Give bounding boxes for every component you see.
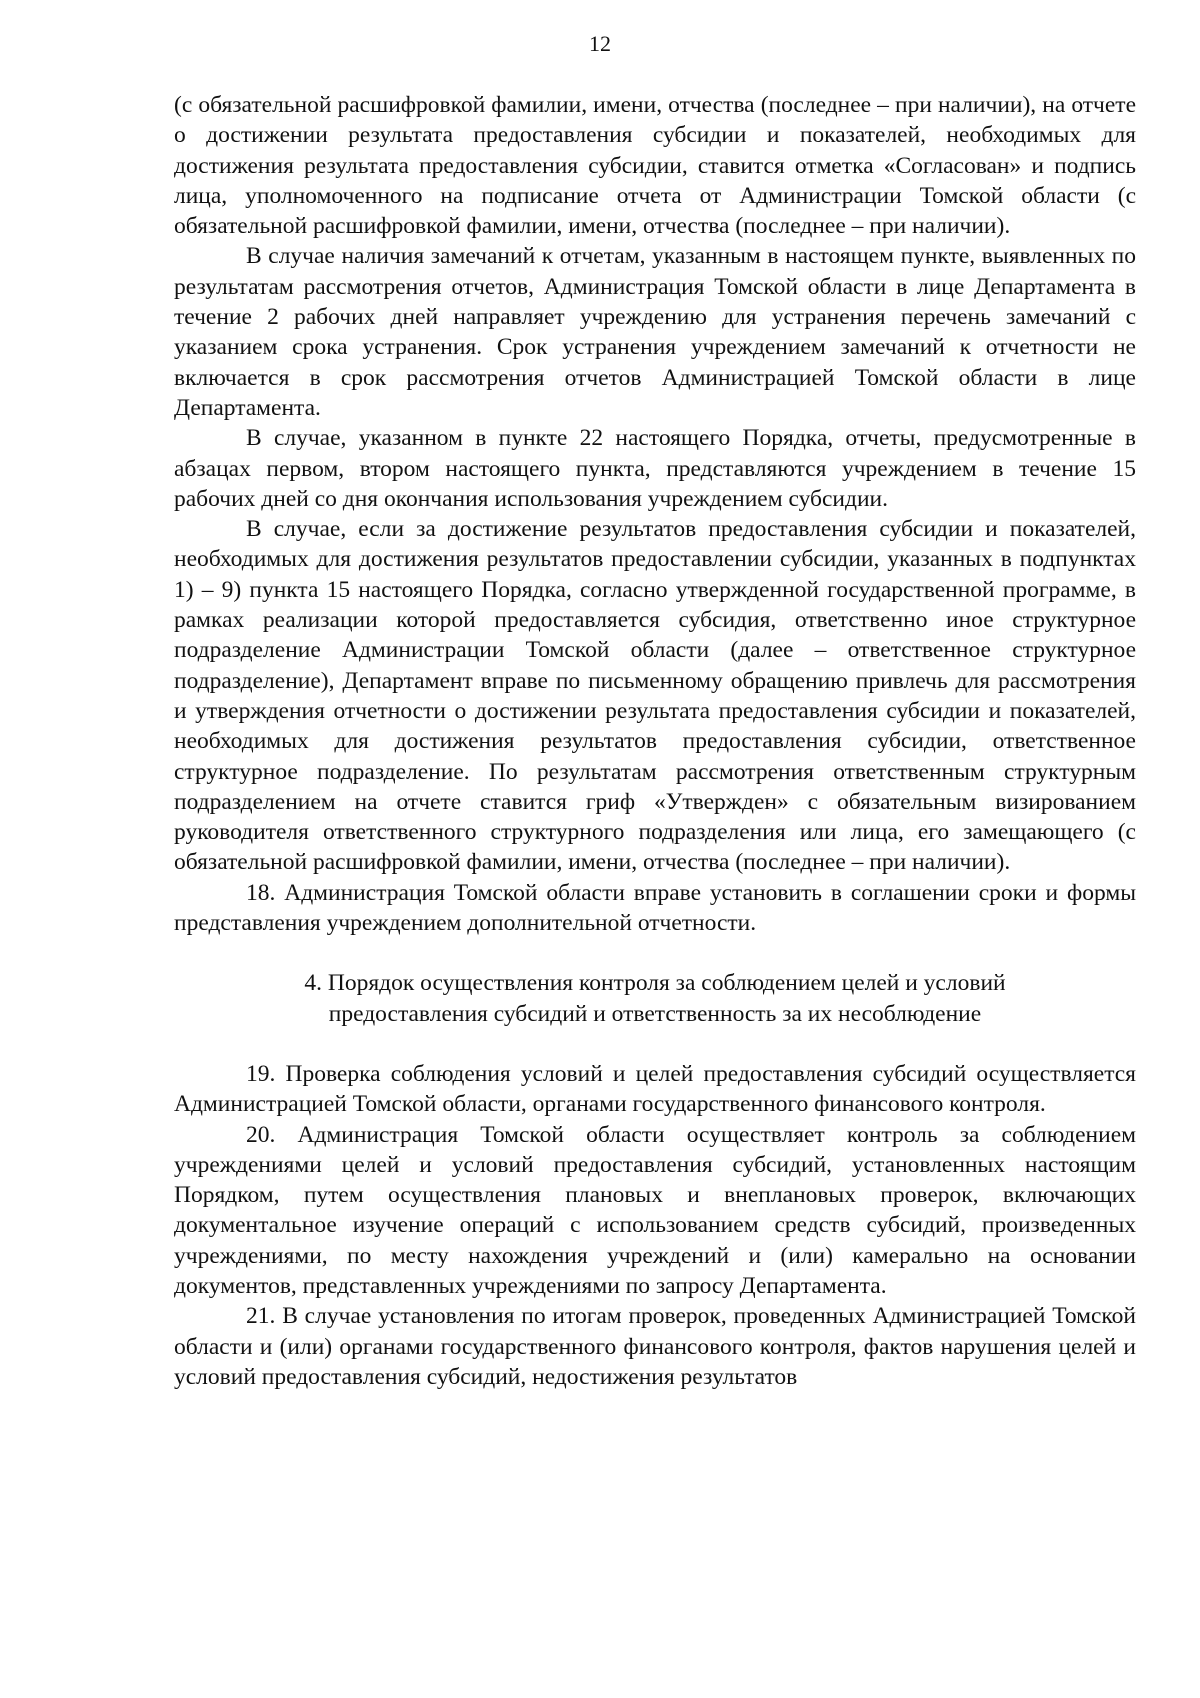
paragraph: В случае, если за достижение результатов предоставления субсидии и показателей, необходимых для достижения результатов предоставлении субсидии, указанных в подпунктах 1) – 9) пункта 15 настоящего Порядка, согласно утвержденной государственной программе, в рамках реализации которой предоставляется субсидия, ответственно иное структурное подразделение Администрации Томской области (далее – ответственное структурное подразделение), Департамент вправе по письменному обращению привлечь для рассмотрения и утверждения отчетности о достижении результата предоставления субсидии и показателей, необходимых для достижения результатов предоставления субсидии, ответственное структурное подразделение. По результатам рассмотрения ответственным структурным подразделением на отчете ставится гриф «Утвержден» с обязательным визированием руководителя ответственного структурного подразделения или лица, его замещающего (с обязательной расшифровкой фамилии, имени, отчества (последнее – при наличии). bbox=[174, 516, 1136, 876]
paragraph-item-18: 18. Администрация Томской области вправе установить в соглашении сроки и формы представления учреждением дополнительной отчетности. bbox=[174, 879, 1136, 937]
section-heading bbox=[174, 968, 1136, 1029]
paragraph: (с обязательной расшифровкой фамилии, имени, отчества (последнее – при наличии), на отчете о достижении результата предоставления субсидии и показателей, необходимых для достижения результата предоставления субсидии, ставится отметка «Согласован» и подпись лица, уполномоченного на подписание отчета от Администрации Томской области (с обязательной расшифровкой фамилии, имени, отчества (последнее – при наличии). bbox=[174, 92, 1136, 240]
section-heading-line-1: 4. Порядок осуществления контроля за соблюдением целей и условий bbox=[304, 970, 1006, 997]
document-body bbox=[174, 90, 1136, 1392]
section-heading-line-2: предоставления субсидий и ответственность за их несоблюдение bbox=[328, 1000, 982, 1027]
paragraph: В случае, указанном в пункте 22 настоящего Порядка, отчеты, предусмотренные в абзацах первом, втором настоящего пункта, представляются учреждением в течение 15 рабочих дней со дня окончания использования учреждением субсидии. bbox=[174, 425, 1136, 512]
paragraph: В случае наличия замечаний к отчетам, указанным в настоящем пункте, выявленных по результатам рассмотрения отчетов, Администрация Томской области в лице Департамента в течение 2 рабочих дней направляет учреждению для устранения перечень замечаний с указанием срока устранения. Срок устранения учреждением замечаний к отчетности не включается в срок рассмотрения отчетов Администрацией Томской области в лице Департамента. bbox=[174, 243, 1136, 421]
paragraph-item-19: 19. Проверка соблюдения условий и целей предоставления субсидий осуществляется Администрацией Томской области, органами государственного финансового контроля. bbox=[174, 1060, 1136, 1118]
paragraph-item-21: 21. В случае установления по итогам проверок, проведенных Администрацией Томской области и (или) органами государственного финансового контроля, фактов нарушения целей и условий предоставления субсидий, недостижения результатов bbox=[174, 1303, 1136, 1390]
page-number: 12 bbox=[589, 31, 611, 56]
paragraph-item-20: 20. Администрация Томской области осуществляет контроль за соблюдением учреждениями целей и условий предоставления субсидий, установленных настоящим Порядком, путем осуществления плановых и внеплановых проверок, включающих документальное изучение операций с использованием средств субсидий, произведенных учреждениями, по месту нахождения учреждений и (или) камерально на основании документов, представленных учреждениями по запросу Департамента. bbox=[174, 1121, 1136, 1299]
